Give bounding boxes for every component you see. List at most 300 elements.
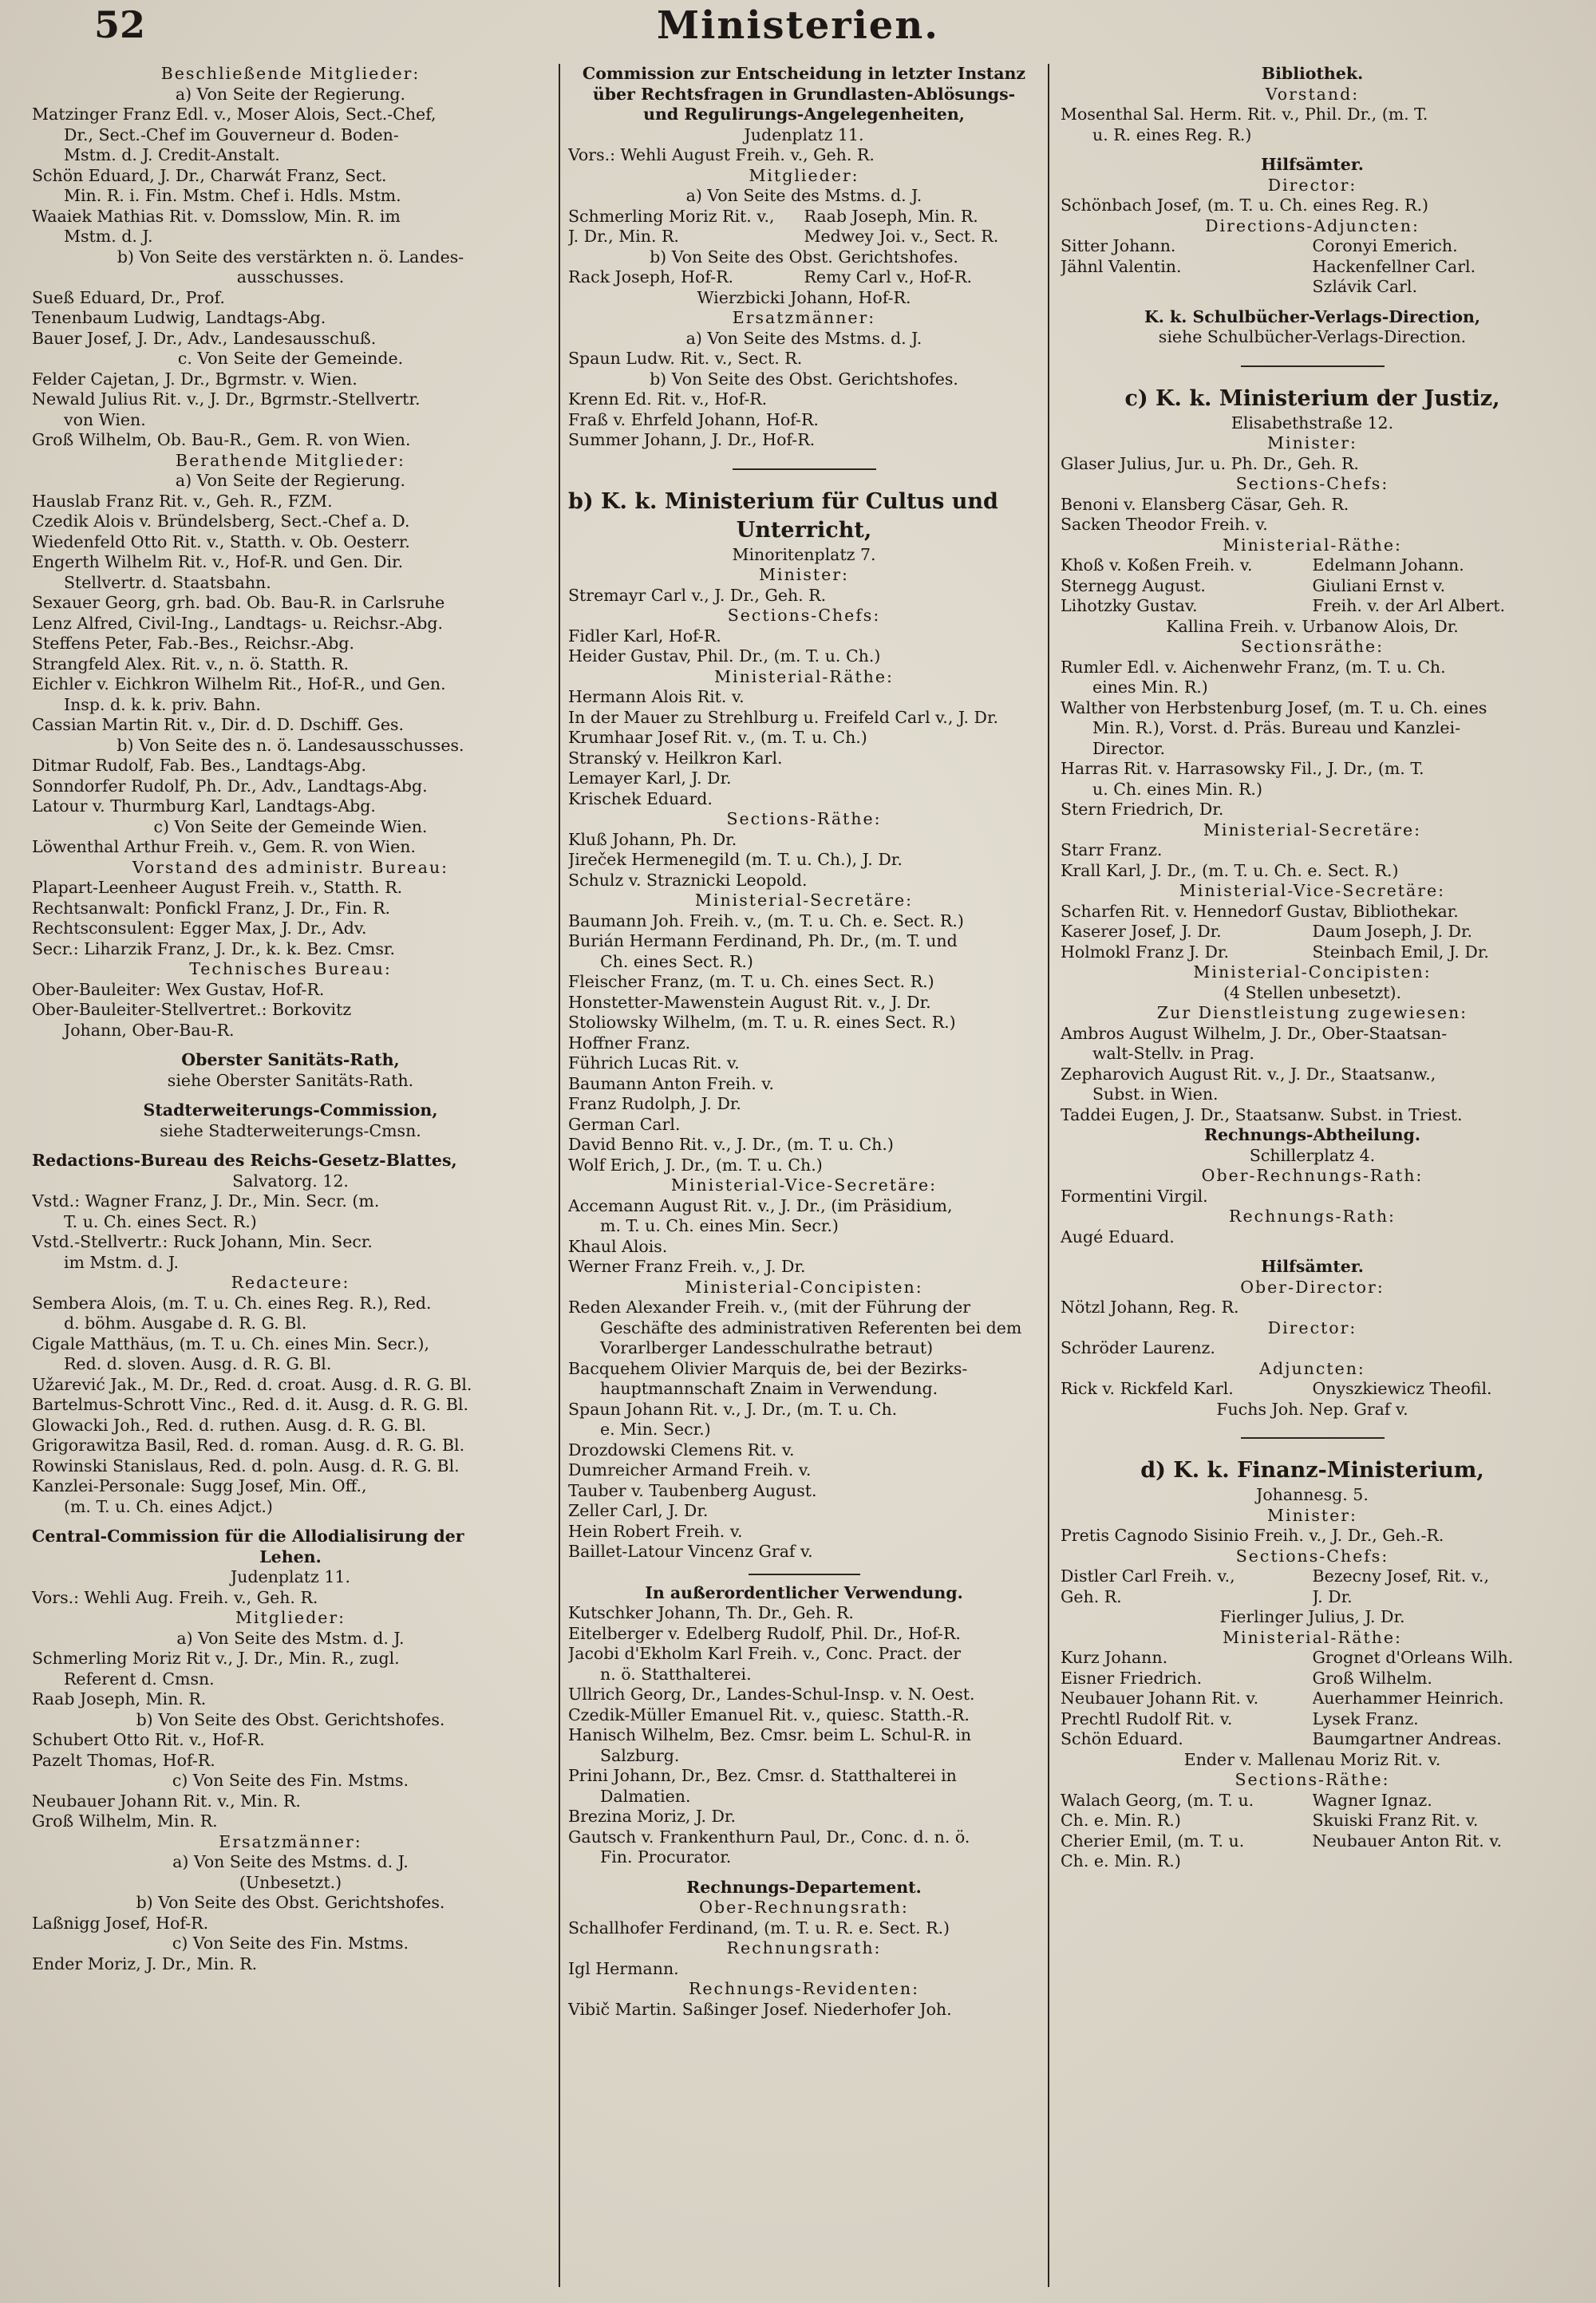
text-line: eines Min. R.) [1092, 677, 1208, 697]
text-line: Brezina Moriz, J. Dr. [568, 1807, 736, 1826]
text-line: b) Von Seite des Obst. Gerichtshofes. [650, 369, 958, 389]
section-heading: Rechnungs-Abtheilung. [1203, 1125, 1421, 1144]
text-line: a) Von Seite der Regierung. [175, 84, 406, 104]
entry-text [1061, 277, 1313, 298]
role-heading: Mitglieder: [235, 1608, 346, 1627]
text-line: Ditmar Rudolf, Fab. Bes., Landtags-Abg. [32, 756, 366, 775]
section-heading: K. k. Schulbücher-Verlags-Direction, [1144, 306, 1481, 326]
text-line: Igl Hermann. [568, 1958, 679, 1978]
paired-entry-line [1061, 1851, 1564, 1872]
text-line: Khaul Alois. [568, 1236, 668, 1256]
section-heading: Hilfsämter. [1261, 1257, 1364, 1276]
text-line: Schröder Laurenz. [1061, 1338, 1215, 1357]
text-line: Rechtsconsulent: Egger Max, J. Dr., Adv. [32, 918, 367, 938]
entry-text: Groß Wilhelm. [1312, 1668, 1432, 1688]
text-line: Zepharovich August Rit. v., J. Dr., Staatsanw., [1061, 1064, 1436, 1084]
text-line: (Unbesetzt.) [239, 1872, 342, 1892]
text-line: Salvatorg. 12. [232, 1171, 349, 1191]
section-divider [749, 1574, 860, 1575]
entry-text: Szlávik Carl. [1312, 277, 1417, 296]
text-line: Waaiek Mathias Rit. v. Domsslow, Min. R. im [32, 206, 401, 226]
text-line: a) Von Seite der Regierung. [175, 471, 406, 490]
text-line: Vorarlberger Landesschulrathe betraut) [600, 1338, 934, 1357]
ministry-heading: Unterricht, [736, 517, 872, 543]
section-heading: über Rechtsfragen in Grundlasten-Ablösungs- [592, 84, 1016, 104]
text-line: Glowacki Joh., Red. d. ruthen. Ausg. d. R. G. Bl. [32, 1415, 427, 1435]
paired-entry-line [1061, 1648, 1564, 1669]
page-title: Ministerien. [657, 3, 939, 48]
text-line: (m. T. u. Ch. eines Adjct.) [64, 1496, 273, 1516]
role-heading: Director: [1267, 1317, 1357, 1337]
text-line: Reden Alexander Freih. v., (mit der Führung der [568, 1298, 971, 1317]
entry-text: Giuliani Ernst v. [1312, 575, 1446, 595]
section-heading: Commission zur Entscheidung in letzter Instanz [582, 64, 1026, 83]
role-heading: Sections-Räthe: [726, 809, 882, 828]
entry-text: Rick v. Rickfeld Karl. [1061, 1379, 1234, 1398]
text-line: Bauer Josef, J. Dr., Adv., Landesausschuß. [32, 328, 377, 348]
entry-text: Geh. R. [1061, 1586, 1122, 1606]
text-line: Raab Joseph, Min. R. [32, 1689, 207, 1708]
entry-text: Skuiski Franz Rit. v. [1312, 1811, 1479, 1830]
role-heading: Ministerial-Räthe: [714, 666, 894, 686]
text-line: Elisabethstraße 12. [1231, 413, 1394, 433]
text-line: Ender v. Mallenau Moriz Rit. v. [1183, 1749, 1441, 1769]
text-line: a) Von Seite des Mstms. d. J. [172, 1852, 409, 1871]
text-line: d. böhm. Ausgabe d. R. G. Bl. [64, 1313, 307, 1333]
text-line: b) Von Seite des verstärkten n. ö. Landes- [117, 247, 464, 267]
role-heading: Ersatzmänner: [219, 1831, 362, 1851]
text-line: Hoffner Franz. [568, 1033, 691, 1053]
text-line: Fraß v. Ehrfeld Johann, Hof-R. [568, 409, 819, 429]
paired-entry-line [568, 227, 1040, 247]
text-line: In der Mauer zu Strehlburg u. Freifeld Carl v., J. Dr. [568, 707, 999, 727]
text-line: b) Von Seite des n. ö. Landesausschusses. [117, 735, 464, 755]
text-line: Formentini Virgil. [1061, 1186, 1208, 1206]
text-line: im Mstm. d. J. [64, 1252, 180, 1272]
entry-text: J. Dr., Min. R. [568, 227, 679, 246]
text-line: Matzinger Franz Edl. v., Moser Alois, Sect.-Chef, [32, 105, 437, 124]
text-line: Fin. Procurator. [600, 1847, 732, 1866]
text-line: Latour v. Thurmburg Karl, Landtags-Abg. [32, 796, 376, 816]
text-line: Lemayer Karl, J. Dr. [568, 768, 732, 788]
text-line: Zeller Carl, J. Dr. [568, 1501, 709, 1520]
text-line: Fuchs Joh. Nep. Graf v. [1216, 1399, 1408, 1419]
text-line: Jacobi d'Ekholm Karl Freih. v., Conc. Pract. der [568, 1644, 962, 1663]
role-heading: Minister: [1267, 433, 1357, 452]
role-heading: Technisches Bureau: [189, 959, 392, 978]
entry-text: Walach Georg, (m. T. u. [1061, 1790, 1254, 1810]
paired-entry-line [1061, 1709, 1564, 1730]
entry-text: Distler Carl Freih. v., [1061, 1566, 1235, 1586]
text-line: b) Von Seite des Obst. Gerichtshofes. [650, 247, 958, 267]
paired-entry-line [1061, 576, 1564, 597]
text-line: Dr., Sect.-Chef im Gouverneur d. Boden- [64, 124, 399, 144]
text-line: Pretis Cagnodo Sisinio Freih. v., J. Dr., Geh.-R. [1061, 1526, 1444, 1545]
ministry-heading: d) K. k. Finanz-Ministerium, [1140, 1458, 1484, 1483]
entry-text: Hackenfellner Carl. [1312, 256, 1476, 276]
text-line: n. ö. Statthalterei. [600, 1664, 752, 1684]
text-line: u. Ch. eines Min. R.) [1092, 779, 1262, 799]
text-line: Kutschker Johann, Th. Dr., Geh. R. [568, 1603, 854, 1622]
text-line: Baumann Anton Freih. v. [568, 1073, 774, 1093]
text-line: Strangfeld Alex. Rit. v., n. ö. Statth. R. [32, 654, 350, 674]
text-line: Schubert Otto Rit. v., Hof-R. [32, 1730, 265, 1749]
paired-entry-line [1061, 942, 1564, 963]
text-line: Bartelmus-Schrott Vinc., Red. d. it. Ausg. d. R. G. Bl. [32, 1395, 469, 1414]
text-line: b) Von Seite des Obst. Gerichtshofes. [136, 1709, 445, 1729]
text-line: Johann, Ober-Bau-R. [64, 1020, 235, 1040]
text-line: Eichler v. Eichkron Wilhelm Rit., Hof-R., und Gen. [32, 674, 446, 693]
text-line: Bacquehem Olivier Marquis de, bei der Bezirks- [568, 1358, 968, 1378]
role-heading: Zur Dienstleistung zugewiesen: [1156, 1003, 1468, 1022]
section-heading: Rechnungs-Departement. [686, 1877, 922, 1897]
text-line: Ender Moriz, J. Dr., Min. R. [32, 1953, 258, 1973]
text-line: Ober-Bauleiter-Stellvertret.: Borkovitz [32, 1000, 352, 1019]
text-line: Baillet-Latour Vincenz Graf v. [568, 1542, 813, 1561]
text-line: Sembera Alois, (m. T. u. Ch. eines Reg. R.), Red. [32, 1293, 432, 1313]
spacer [32, 1517, 549, 1527]
text-line: Glaser Julius, Jur. u. Ph. Dr., Geh. R. [1061, 453, 1359, 473]
entry-text: Wagner Ignaz. [1312, 1790, 1432, 1810]
text-line: Taddei Eugen, J. Dr., Staatsanw. Subst. in Triest. [1061, 1104, 1463, 1124]
section-heading: Hilfsämter. [1261, 155, 1364, 174]
text-line: Krenn Ed. Rit. v., Hof-R. [568, 389, 768, 409]
text-line: walt-Stellv. in Prag. [1092, 1044, 1254, 1063]
text-line: Kluß Johann, Ph. Dr. [568, 829, 737, 849]
text-line: Užarević Jak., M. Dr., Red. d. croat. Ausg. d. R. G. Bl. [32, 1374, 472, 1394]
text-line: Plapart-Leenheer August Freih. v., Statth. R. [32, 878, 403, 897]
role-heading: Ministerial-Vice-Secretäre: [670, 1175, 938, 1195]
text-line: Min. R.), Vorst. d. Präs. Bureau und Kanzlei- [1092, 718, 1461, 737]
role-heading: Ober-Director: [1240, 1277, 1385, 1297]
text-line: Prini Johann, Dr., Bez. Cmsr. d. Statthalterei in [568, 1766, 957, 1785]
entry-text: Eisner Friedrich. [1061, 1668, 1203, 1688]
text-line: Werner Franz Freih. v., J. Dr. [568, 1257, 806, 1276]
entry-text: Bezecny Josef, Rit. v., [1312, 1566, 1489, 1586]
text-line: Cassian Martin Rit. v., Dir. d. D. Dschiff. Ges. [32, 715, 405, 734]
text-line: b) Von Seite des Obst. Gerichtshofes. [136, 1893, 445, 1912]
spacer [1061, 145, 1564, 155]
column-right [1049, 64, 1564, 2287]
section-divider [1241, 1437, 1385, 1439]
paired-entry-line [1061, 555, 1564, 576]
entry-text: Lihotzky Gustav. [1061, 596, 1198, 615]
text-line: a) Von Seite des Mstm. d. J. [176, 1628, 405, 1648]
entry-text: Steinbach Emil, J. Dr. [1312, 942, 1489, 962]
text-line: Lenz Alfred, Civil-Ing., Landtags- u. Reichsr.-Abg. [32, 613, 443, 633]
entry-text: Coronyi Emerich. [1312, 236, 1458, 255]
text-line: Vstd.-Stellvertr.: Ruck Johann, Min. Secr. [32, 1232, 373, 1251]
text-line: ausschusses. [236, 267, 345, 286]
entry-text: Remy Carl v., Hof-R. [804, 267, 973, 286]
text-line: Fidler Karl, Hof-R. [568, 626, 721, 646]
text-line: Johannesg. 5. [1256, 1485, 1369, 1504]
role-heading: Sections-Chefs: [727, 606, 881, 625]
text-line: Schallhofer Ferdinand, (m. T. u. R. e. Sect. R.) [568, 1918, 950, 1938]
text-line: Sueß Eduard, Dr., Prof. [32, 287, 225, 307]
text-line: Red. d. sloven. Ausg. d. R. G. Bl. [64, 1354, 332, 1373]
text-line: Heider Gustav, Phil. Dr., (m. T. u. Ch.) [568, 646, 881, 666]
section-heading: Oberster Sanitäts-Rath, [181, 1050, 400, 1069]
text-line: Groß Wilhelm, Min. R. [32, 1811, 218, 1831]
role-heading: Sectionsräthe: [1240, 637, 1385, 656]
text-line: Wolf Erich, J. Dr., (m. T. u. Ch.) [568, 1155, 823, 1175]
role-heading: Ministerial-Secretäre: [1203, 820, 1422, 839]
paired-entry-line [1061, 1689, 1564, 1709]
text-line: Hein Robert Freih. v. [568, 1521, 743, 1541]
text-line: a) Von Seite des Mstms. d. J. [685, 186, 922, 205]
role-heading: Vorstand: [1265, 84, 1360, 104]
paired-entry-line [1061, 1669, 1564, 1689]
section-heading: Bibliothek. [1261, 64, 1364, 83]
text-line: Engerth Wilhelm Rit. v., Hof-R. und Gen. Dir. [32, 552, 404, 571]
text-line: c) Von Seite der Gemeinde Wien. [153, 816, 428, 836]
entry-text: Rack Joseph, Hof-R. [568, 267, 734, 286]
text-line: siehe Oberster Sanitäts-Rath. [167, 1070, 414, 1090]
text-line: Schmerling Moriz Rit v., J. Dr., Min. R., zugl. [32, 1649, 400, 1668]
text-line: Augé Eduard. [1061, 1227, 1175, 1246]
text-line: Felder Cajetan, J. Dr., Bgrmstr. v. Wien. [32, 369, 358, 389]
entry-text: Medwey Joi. v., Sect. R. [804, 227, 999, 246]
text-line: Sacken Theodor Freih. v. [1061, 515, 1268, 534]
entry-text: Lysek Franz. [1312, 1708, 1419, 1728]
text-line: Jireček Hermenegild (m. T. u. Ch.), J. Dr. [568, 850, 903, 869]
section-heading: und Regulirungs-Angelegenheiten, [643, 105, 965, 124]
text-line: Vors.: Wehli August Freih. v., Geh. R. [568, 145, 875, 164]
text-line: Vors.: Wehli Aug. Freih. v., Geh. R. [32, 1587, 318, 1607]
text-line: Secr.: Liharzik Franz, J. Dr., k. k. Bez. Cmsr. [32, 938, 395, 958]
text-line: Baumann Joh. Freih. v., (m. T. u. Ch. e. Sect. R.) [568, 911, 964, 930]
text-line: Ober-Bauleiter: Wex Gustav, Hof-R. [32, 979, 325, 999]
text-line: Judenplatz 11. [231, 1567, 350, 1586]
role-heading: Adjuncten: [1259, 1358, 1365, 1378]
text-line: Krall Karl, J. Dr., (m. T. u. Ch. e. Sect. R.) [1061, 860, 1399, 880]
entry-text: Holmokl Franz J. Dr. [1061, 942, 1229, 962]
text-line: Czedik-Müller Emanuel Rit. v., quiesc. Statth.-R. [568, 1705, 970, 1724]
section-heading: Redactions-Bureau des Reichs-Gesetz-Blattes, [32, 1151, 457, 1170]
spacer [32, 1091, 549, 1100]
text-line: Director. [1092, 738, 1166, 758]
text-line: Starr Franz. [1061, 840, 1163, 859]
text-line: Kallina Freih. v. Urbanow Alois, Dr. [1166, 616, 1459, 636]
text-line: a) Von Seite des Mstms. d. J. [685, 328, 922, 348]
spacer [568, 1868, 1040, 1878]
text-line: Sonndorfer Rudolf, Ph. Dr., Adv., Landtags-Abg. [32, 776, 428, 796]
paired-entry-line [568, 267, 1040, 288]
entry-text: Neubauer Johann Rit. v. [1061, 1689, 1259, 1708]
paired-entry-line [1061, 1587, 1564, 1608]
text-line: u. R. eines Reg. R.) [1092, 124, 1252, 144]
text-line: Mstm. d. J. Credit-Anstalt. [64, 145, 280, 164]
section-divider [1241, 365, 1385, 367]
entry-text: Edelmann Johann. [1312, 555, 1464, 575]
paired-entry-line [1061, 236, 1564, 257]
text-line: Stellvertr. d. Staatsbahn. [64, 572, 271, 592]
paired-entry-line [1061, 596, 1564, 617]
entry-text [1313, 1851, 1565, 1872]
text-line: Sexauer Georg, grh. bad. Ob. Bau-R. in Carlsruhe [32, 593, 445, 612]
text-line: e. Min. Secr.) [600, 1420, 711, 1439]
role-heading: Ober-Rechnungsrath: [699, 1898, 909, 1917]
paired-entry-line [1061, 1379, 1564, 1400]
text-line: Geschäfte des administrativen Referenten bei dem [600, 1317, 1022, 1337]
text-line: siehe Schulbücher-Verlags-Direction. [1158, 327, 1467, 346]
paired-entry-line [1061, 277, 1564, 298]
role-heading: Redacteure: [231, 1273, 350, 1292]
text-line: Minoritenplatz 7. [732, 544, 876, 564]
text-line: Schönbach Josef, (m. T. u. Ch. eines Reg. R.) [1061, 196, 1428, 215]
text-line: T. u. Ch. eines Sect. R.) [64, 1211, 257, 1231]
text-line: Krumhaar Josef Rit. v., (m. T. u. Ch.) [568, 728, 867, 747]
section-heading: Stadterweiterungs-Commission, [143, 1100, 438, 1120]
text-line: Rechtsanwalt: Ponfickl Franz, J. Dr., Fin. R. [32, 898, 391, 918]
spacer [1061, 298, 1564, 307]
entry-text: Khoß v. Koßen Freih. v. [1061, 555, 1253, 575]
text-line: Rowinski Stanislaus, Red. d. poln. Ausg. d. R. G. Bl. [32, 1456, 460, 1475]
entry-text: Cherier Emil, (m. T. u. [1061, 1831, 1245, 1851]
entry-text: Kurz Johann. [1061, 1648, 1168, 1667]
text-line: von Wien. [64, 409, 146, 429]
paired-entry-line [1061, 922, 1564, 942]
paired-entry-line [1061, 1831, 1564, 1852]
text-line: Stoliowsky Wilhelm, (m. T. u. R. eines Sect. R.) [568, 1013, 956, 1032]
text-line: Honstetter-Mawenstein August Rit. v., J. Dr. [568, 992, 931, 1012]
role-heading: Rechnungs-Rath: [1229, 1207, 1396, 1226]
text-line: Neubauer Johann Rit. v., Min. R. [32, 1791, 301, 1811]
text-line: Spaun Johann Rit. v., J. Dr., (m. T. u. Ch. [568, 1399, 898, 1419]
role-heading: Sections-Chefs: [1235, 1546, 1389, 1566]
text-line: Wierzbicki Johann, Hof-R. [697, 287, 911, 307]
text-line: Hermann Alois Rit. v. [568, 687, 745, 706]
text-line: Schulz v. Straznicki Leopold. [568, 870, 808, 890]
text-line: c) Von Seite des Fin. Mstms. [172, 1771, 409, 1790]
text-line: c) Von Seite des Fin. Mstms. [172, 1934, 409, 1953]
entry-text: Daum Joseph, J. Dr. [1312, 922, 1473, 941]
entry-text: Raab Joseph, Min. R. [804, 206, 978, 226]
text-line: Vibič Martin. Saßinger Josef. Niederhofer Joh. [568, 1999, 952, 2019]
entry-text: Prechtl Rudolf Rit. v. [1061, 1708, 1233, 1728]
text-line: Hauslab Franz Rit. v., Geh. R., FZM. [32, 491, 333, 511]
spacer [1061, 1247, 1564, 1257]
text-line: Fierlinger Julius, J. Dr. [1219, 1607, 1405, 1626]
role-heading: Ministerial-Secretäre: [694, 891, 914, 910]
text-line: Ullrich Georg, Dr., Landes-Schul-Insp. v. N. Oest. [568, 1685, 975, 1704]
text-line: siehe Stadterweiterungs-Cmsn. [160, 1120, 421, 1140]
text-line: Führich Lucas Rit. v. [568, 1053, 740, 1072]
role-heading: Ministerial-Räthe: [1223, 535, 1402, 555]
role-heading: Beschließende Mitglieder: [160, 64, 421, 83]
entry-text: J. Dr. [1312, 1586, 1353, 1606]
text-line: Nötzl Johann, Reg. R. [1061, 1298, 1239, 1317]
text-line: Accemann August Rit. v., J. Dr., (im Präsidium, [568, 1195, 953, 1215]
text-line: m. T. u. Ch. eines Min. Secr.) [600, 1216, 839, 1235]
entry-text: Baumgartner Andreas. [1312, 1729, 1502, 1748]
text-line: Stern Friedrich, Dr. [1061, 800, 1224, 819]
ministry-heading: c) K. k. Ministerium der Justiz, [1124, 385, 1500, 411]
text-line: Insp. d. k. k. priv. Bahn. [64, 694, 261, 714]
paired-entry-line [1061, 1729, 1564, 1750]
entry-text: Ch. e. Min. R.) [1061, 1811, 1181, 1830]
text-line: Ch. eines Sect. R.) [600, 951, 753, 971]
text-line: David Benno Rit. v., J. Dr., (m. T. u. Ch.) [568, 1135, 894, 1154]
spacer [32, 1041, 549, 1050]
text-line: Benoni v. Elansberg Cäsar, Geh. R. [1061, 494, 1349, 514]
text-line: Tenenbaum Ludwig, Landtags-Abg. [32, 308, 326, 327]
paired-entry-line [1061, 257, 1564, 278]
text-line: Scharfen Rit. v. Hennedorf Gustav, Bibliothekar. [1061, 901, 1459, 921]
paired-entry-line [1061, 1791, 1564, 1811]
text-line: Stranský v. Heilkron Karl. [568, 748, 783, 768]
text-line: Walther von Herbstenburg Josef, (m. T. u. Ch. eines [1061, 697, 1487, 717]
text-line: Burián Hermann Ferdinand, Ph. Dr., (m. T. und [568, 931, 958, 950]
text-line: Stremayr Carl v., J. Dr., Geh. R. [568, 585, 827, 605]
role-heading: Minister: [1267, 1505, 1357, 1525]
entry-text: Schön Eduard. [1061, 1729, 1183, 1748]
text-line: c. Von Seite der Gemeinde. [177, 349, 404, 368]
text-line: Min. R. i. Fin. Mstm. Chef i. Hdls. Mstm. [64, 186, 401, 205]
entry-text: Onyszkiewicz Theofil. [1312, 1379, 1492, 1398]
entry-text: Schmerling Moriz Rit. v., [568, 206, 775, 226]
role-heading: Ober-Rechnungs-Rath: [1201, 1166, 1424, 1185]
entry-text: Kaserer Josef, J. Dr. [1061, 922, 1222, 941]
text-line: Subst. in Wien. [1092, 1084, 1219, 1104]
role-heading: Mitglieder: [749, 165, 859, 185]
role-heading: Berathende Mitglieder: [176, 450, 405, 470]
text-line: Vstd.: Wagner Franz, J. Dr., Min. Secr. (m. [32, 1191, 380, 1211]
spacer [32, 1141, 549, 1151]
text-columns [32, 64, 1564, 2287]
text-line: Judenplatz 11. [744, 124, 864, 144]
role-heading: Ersatzmänner: [732, 308, 876, 327]
text-line: Summer Johann, J. Dr., Hof-R. [568, 430, 816, 449]
entry-text: Freih. v. der Arl Albert. [1312, 596, 1506, 615]
role-heading: Rechnungs-Revidenten: [688, 1979, 920, 1998]
paired-entry-line [1061, 1566, 1564, 1587]
entry-text: Sitter Johann. [1061, 236, 1176, 255]
section-heading: Lehen. [259, 1547, 322, 1566]
role-heading: Sections-Räthe: [1235, 1770, 1390, 1789]
section-divider [733, 468, 876, 470]
text-line: Laßnigg Josef, Hof-R. [32, 1913, 209, 1933]
role-heading: Ministerial-Räthe: [1223, 1627, 1402, 1647]
entry-text: Sternegg August. [1061, 575, 1206, 595]
text-line: hauptmannschaft Znaim in Verwendung. [600, 1379, 938, 1398]
paired-entry-line [1061, 1811, 1564, 1831]
text-line: Harras Rit. v. Harrasowsky Fil., J. Dr., (m. T. [1061, 759, 1424, 778]
text-line: Schön Eduard, J. Dr., Charwát Franz, Sect. [32, 165, 387, 185]
role-heading: Vorstand des administr. Bureau: [132, 857, 449, 877]
text-line: Referent d. Cmsn. [64, 1669, 215, 1689]
text-line: Cigale Matthäus, (m. T. u. Ch. eines Min. Secr.), [32, 1333, 430, 1353]
role-heading: Ministerial-Concipisten: [685, 1277, 923, 1297]
text-line: Newald Julius Rit. v., J. Dr., Bgrmstr.-Stellvertr. [32, 389, 421, 409]
text-line: Franz Rudolph, J. Dr. [568, 1094, 741, 1113]
entry-text: Neubauer Anton Rit. v. [1312, 1831, 1503, 1851]
role-heading: Ministerial-Vice-Secretäre: [1179, 881, 1446, 900]
text-line: Drozdowski Clemens Rit. v. [568, 1440, 795, 1460]
page-header [32, 0, 1564, 64]
section-heading: Central-Commission für die Allodialisirung der [32, 1527, 464, 1546]
role-heading: Directions-Adjuncten: [1205, 215, 1420, 235]
text-line: Dalmatien. [600, 1786, 691, 1806]
role-heading: Minister: [759, 565, 849, 584]
entry-text: Auerhammer Heinrich. [1312, 1689, 1504, 1708]
text-line: Grigorawitza Basil, Red. d. roman. Ausg. d. R. G. Bl. [32, 1436, 465, 1455]
role-heading: Ministerial-Concipisten: [1193, 962, 1432, 982]
text-line: Czedik Alois v. Bründelsberg, Sect.-Chef a. D. [32, 512, 410, 531]
text-line: Salzburg. [600, 1745, 680, 1765]
text-line: Wiedenfeld Otto Rit. v., Statth. v. Ob. Oesterr. [32, 531, 410, 551]
